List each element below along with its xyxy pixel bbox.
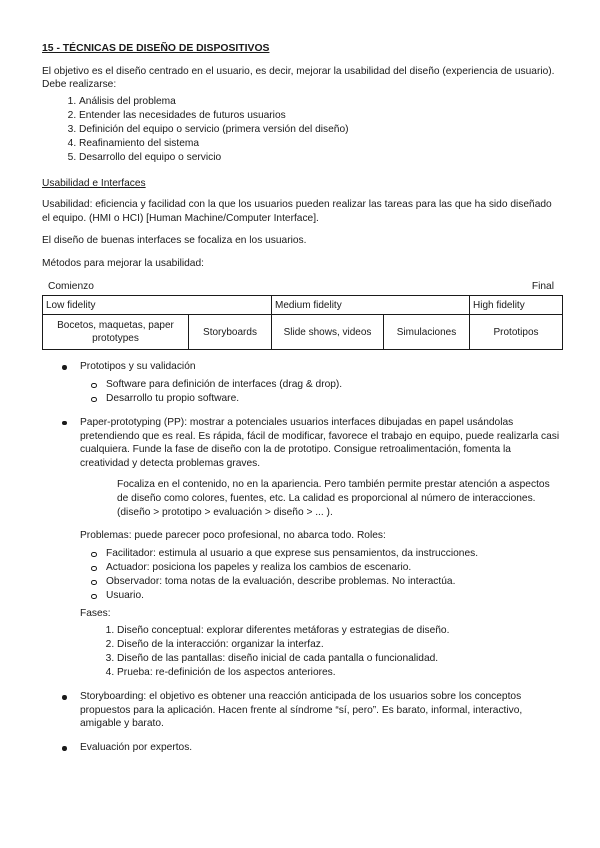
phases-label: Fases:	[80, 607, 111, 619]
list-item: Software para definición de interfaces (drag & drop).	[80, 378, 562, 392]
list-item: 1. Análisis del problema	[79, 95, 562, 109]
table-cell: Storyboards	[189, 315, 272, 350]
intro-paragraph: El objetivo es el diseño centrado en el usuario, es decir, mejorar la usabilidad del diseño (experiencia de usuario). Debe realizarse:	[42, 65, 555, 91]
list-item: 4. Reafinamiento del sistema	[79, 137, 562, 151]
methods-intro: Métodos para mejorar la usabilidad:	[42, 258, 204, 270]
list-item: 2. Entender las necesidades de futuros usuarios	[79, 109, 562, 123]
list-item: 4. Prueba: re-definición de los aspectos anteriores.	[117, 666, 562, 680]
fidelity-table	[42, 295, 563, 350]
list-item: 3. Diseño de las pantallas: diseño inicial de cada pantalla o funcionalidad.	[117, 652, 562, 666]
list-item: Facilitador: estimula al usuario a que exprese sus pensamientos, da instrucciones.	[80, 547, 562, 561]
scale-start-label: Comienzo	[48, 280, 94, 292]
bullet-storyboarding	[42, 690, 562, 731]
list-item: Desarrollo tu propio software.	[80, 392, 562, 406]
list-item: Observador: toma notas de la evaluación, describe problemas. No interactúa.	[80, 575, 562, 589]
list-item: 2. Diseño de la interacción: organizar la interfaz.	[117, 638, 562, 652]
phases-list	[80, 624, 562, 680]
fidelity-scale	[42, 280, 562, 294]
bullet-prototypes	[42, 360, 562, 406]
list-item: Usuario.	[80, 589, 562, 603]
steps-list	[42, 95, 562, 165]
table-cell: Slide shows, videos	[272, 315, 384, 350]
scale-end-label: Final	[531, 280, 554, 292]
list-item: 1. Diseño conceptual: explorar diferentes metáforas y estrategias de diseño.	[117, 624, 562, 638]
table-cell: Simulaciones	[384, 315, 470, 350]
section-heading: Usabilidad e Interfaces	[42, 177, 146, 189]
table-header-medium: Medium fidelity	[272, 296, 470, 315]
list-item: Actuador: posiciona los papeles y realiza los cambios de escenario.	[80, 561, 562, 575]
list-item: 3. Definición del equipo o servicio (primera versión del diseño)	[79, 123, 562, 137]
list-item: 5. Desarrollo del equipo o servicio	[79, 151, 562, 165]
expert-evaluation-text: Evaluación por expertos.	[80, 742, 193, 754]
bullet-paper-prototyping	[42, 416, 562, 680]
good-design-sentence: El diseño de buenas interfaces se focaliza en los usuarios.	[42, 234, 307, 246]
focus-text: Focaliza en el contenido, no en la apariencia. Pero también permite prestar atención a aspectos de diseño como colores, fuentes, etc. La calidad es proporcional al número de interacciones.	[117, 479, 550, 504]
bullet-expert-evaluation	[42, 741, 562, 755]
storyboarding-text: Storyboarding: el objetivo es obtener una reacción anticipada de los usuarios sobre los conceptos propuestos para la aplicación. Hacen frente al síndrome “sí, pero”. Es barato, informal, interactivo, amigable y barato.	[80, 691, 523, 730]
paper-prototyping-text: Paper-prototyping (PP): mostrar a potenciales usuarios interfaces dibujadas en papel usándolas pretendiendo que es real. Es rápida, fácil de modificar, favorece el trabajo en equipo, puede realizarla casi cualquiera. Funde la fase de diseño con la de prototipo. Consigue retroalimentación, fomenta la creatividad y detecta problemas graves.	[80, 416, 560, 469]
table-cell: Prototipos	[470, 315, 563, 350]
cycle-text: (diseño > prototipo > evaluación > diseño > ... ).	[117, 506, 333, 518]
problems-text: Problemas: puede parecer poco profesional, no abarca todo. Roles:	[80, 530, 386, 542]
prototypes-sublist	[80, 378, 562, 406]
bullet-label: Prototipos y su validación	[80, 361, 196, 373]
table-header-high: High fidelity	[470, 296, 563, 315]
table-header-low: Low fidelity	[43, 296, 272, 315]
document-page	[42, 42, 562, 765]
roles-sublist	[80, 547, 562, 603]
methods-bullet-list	[42, 360, 562, 754]
usability-definition: Usabilidad: eficiencia y facilidad con la que los usuarios pueden realizar las tareas para las que ha sido diseñado el equipo. (HMI o HCI) [Human Machine/Computer Interface].	[42, 199, 552, 224]
page-title: 15 - TÉCNICAS DE DISEÑO DE DISPOSITIVOS	[42, 43, 270, 54]
focus-block	[80, 478, 562, 519]
table-cell: Bocetos, maquetas, paper prototypes	[43, 315, 189, 350]
